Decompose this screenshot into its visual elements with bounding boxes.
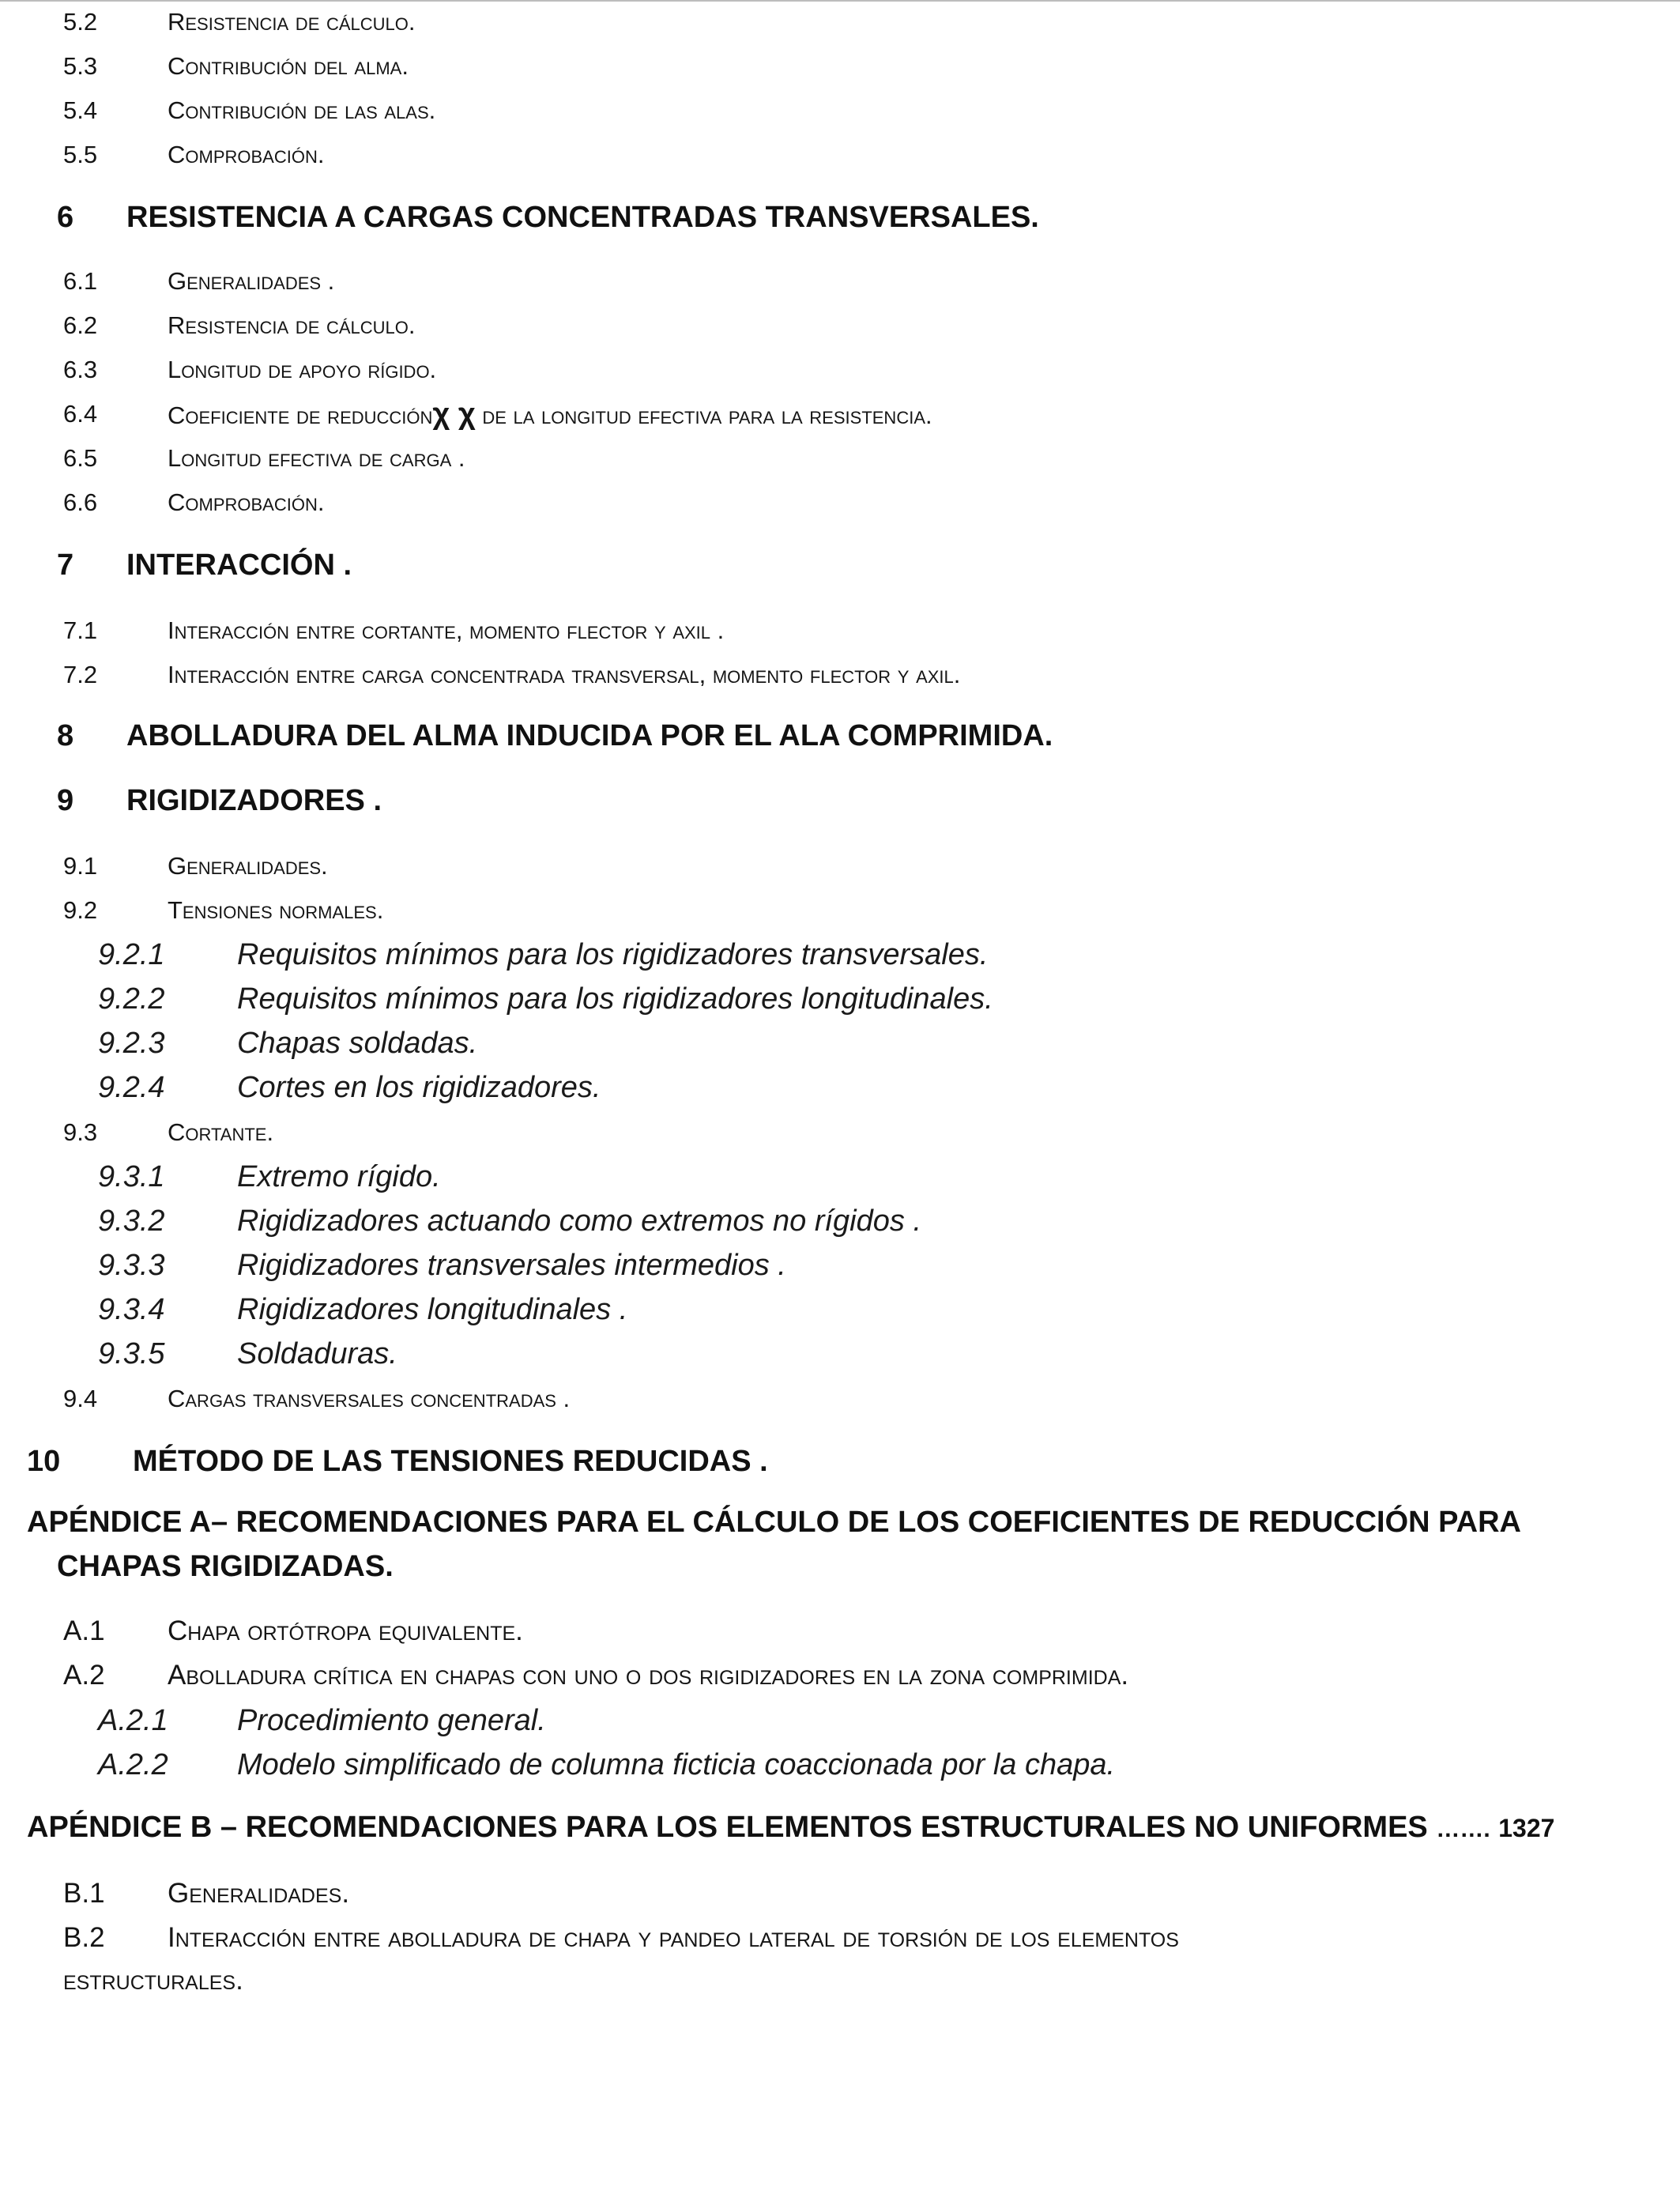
section-title: Interacción entre cortante, momento flector y axil . [168, 616, 725, 644]
section-number: 6 [57, 201, 74, 234]
section-title: Generalidades . [168, 267, 335, 295]
section-number: A.2.1 [98, 1704, 168, 1737]
chi-symbol: χ χ [432, 398, 476, 431]
section-number: A.2.2 [98, 1748, 168, 1781]
section-number: 5.5 [63, 141, 98, 168]
appendix-a-title-line-1: APÉNDICE A– RECOMENDACIONES PARA EL CÁLCULO DE LOS COEFICIENTES DE REDUCCIÓN PARA [27, 1506, 1522, 1539]
section-title: Procedimiento general. [237, 1704, 546, 1737]
section-title: INTERACCIÓN . [126, 548, 352, 582]
section-number: 9.1 [63, 852, 98, 880]
section-number: 9.2.1 [98, 938, 165, 971]
section-number: 6.4 [63, 400, 98, 428]
section-title: Tensiones normales. [168, 896, 384, 924]
section-title: Interacción entre abolladura de chapa y pandeo lateral de torsión de los elementos [168, 1922, 1179, 1953]
section-number: 9.3.3 [98, 1249, 165, 1282]
section-title: RIGIDIZADORES . [126, 784, 382, 817]
section-title: Chapas soldadas. [237, 1027, 478, 1060]
section-number: 7.2 [63, 661, 98, 688]
section-title: Rigidizadores actuando como extremos no rígidos . [237, 1204, 922, 1238]
section-title: Longitud de apoyo rígido. [168, 356, 437, 383]
section-title: Resistencia de cálculo. [168, 8, 416, 36]
page-top-border [0, 0, 1680, 2]
section-title-continued: estructurales. [63, 1965, 243, 1996]
title-part-2: de la longitud efectiva para la resistencia. [475, 401, 932, 429]
toc-appendix-b[interactable] [27, 1805, 1554, 1852]
section-title: Requisitos mínimos para los rigidizadores transversales. [237, 938, 989, 971]
section-number: B.1 [63, 1878, 105, 1909]
section-number: 9.3.5 [98, 1337, 165, 1370]
section-title: RESISTENCIA A CARGAS CONCENTRADAS TRANSVERSALES. [126, 201, 1039, 234]
section-number: 5.2 [63, 8, 98, 36]
section-title: Soldaduras. [237, 1337, 397, 1370]
title-part-1: Coeficiente de reducción [168, 401, 433, 429]
section-number: 9.2 [63, 896, 98, 924]
section-number: 7 [57, 548, 74, 582]
section-title: Comprobación. [168, 141, 325, 168]
section-number: 6.6 [63, 488, 98, 516]
section-number: 9.3 [63, 1118, 98, 1146]
section-number: 9 [57, 784, 74, 817]
section-title: Generalidades. [168, 852, 328, 880]
section-title: Contribución del alma. [168, 52, 409, 80]
section-title: Chapa ortótropa equivalente. [168, 1615, 523, 1646]
section-title: Cortante. [168, 1118, 274, 1146]
section-title: Comprobación. [168, 488, 325, 516]
section-title: Contribución de las alas. [168, 96, 436, 124]
section-number: 5.3 [63, 52, 98, 80]
section-title: Modelo simplificado de columna ficticia coaccionada por la chapa. [237, 1748, 1116, 1781]
section-number: 9.2.2 [98, 982, 165, 1016]
section-number: 9.4 [63, 1385, 98, 1412]
leader-dots: ……. [1436, 1816, 1490, 1842]
section-number: 9.2.3 [98, 1027, 165, 1060]
section-title: MÉTODO DE LAS TENSIONES REDUCIDAS . [133, 1445, 768, 1478]
section-number: 9.3.4 [98, 1293, 165, 1326]
section-title: Abolladura crítica en chapas con uno o dos rigidizadores en la zona comprimida. [168, 1660, 1129, 1691]
section-title: Interacción entre carga concentrada transversal, momento flector y axil. [168, 661, 961, 688]
section-number: 10 [27, 1445, 61, 1478]
section-number: 9.3.2 [98, 1204, 165, 1238]
section-number: 6.2 [63, 311, 98, 339]
section-number: 9.2.4 [98, 1071, 165, 1104]
section-title: Longitud efectiva de carga . [168, 444, 465, 472]
section-title: ABOLLADURA DEL ALMA INDUCIDA POR EL ALA COMPRIMIDA. [126, 719, 1053, 752]
section-number: A.1 [63, 1615, 105, 1646]
section-title: Extremo rígido. [237, 1160, 441, 1193]
section-title: Rigidizadores transversales intermedios . [237, 1249, 786, 1282]
section-title [168, 398, 932, 432]
section-title: Cortes en los rigidizadores. [237, 1071, 601, 1104]
section-number: 7.1 [63, 616, 98, 644]
section-title: Resistencia de cálculo. [168, 311, 416, 339]
section-title: Cargas transversales concentradas . [168, 1385, 571, 1412]
page-number: 1327 [1498, 1814, 1555, 1842]
section-number: 6.3 [63, 356, 98, 383]
section-number: 9.3.1 [98, 1160, 165, 1193]
toc-appendix-a[interactable] [27, 1500, 1655, 1589]
section-number: 6.5 [63, 444, 98, 472]
appendix-a-title-line-2: CHAPAS RIGIDIZADAS. [57, 1550, 394, 1583]
section-title: Requisitos mínimos para los rigidizadores longitudinales. [237, 982, 993, 1016]
appendix-b-title: APÉNDICE B – RECOMENDACIONES PARA LOS ELEMENTOS ESTRUCTURALES NO UNIFORMES [27, 1811, 1428, 1844]
section-title: Generalidades. [168, 1878, 350, 1909]
section-number: 8 [57, 719, 74, 752]
section-number: A.2 [63, 1660, 105, 1691]
section-number: 5.4 [63, 96, 98, 124]
section-title: Rigidizadores longitudinales . [237, 1293, 628, 1326]
section-number: B.2 [63, 1922, 105, 1953]
section-number: 6.1 [63, 267, 98, 295]
